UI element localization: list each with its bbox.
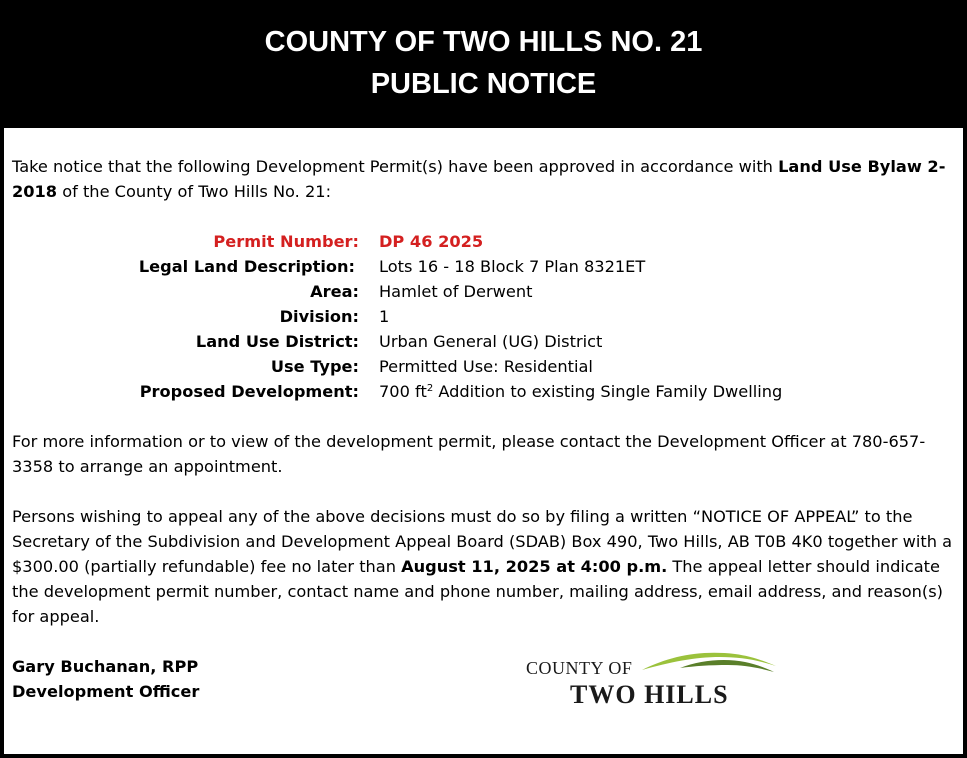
detail-row-use-type [4, 354, 963, 379]
logo-line1: COUNTY OF [526, 658, 633, 678]
detail-label: Division: [279, 307, 359, 326]
detail-label: Use Type: [270, 357, 359, 376]
notice-body [4, 128, 963, 754]
detail-value: DP 46 2025 [379, 232, 484, 251]
detail-row-permit-number [4, 229, 963, 254]
appeal-text-after: The appeal letter should indicate the development permit number, contact name and phone number, mailing address, email address, and reason(s) for appeal. [12, 557, 943, 626]
detail-row-legal-land [4, 254, 963, 279]
header-title: COUNTY OF TWO HILLS NO. 21 [264, 26, 703, 58]
detail-row-proposed-development [4, 379, 963, 404]
intro-paragraph [12, 154, 957, 204]
header-subtitle: PUBLIC NOTICE [370, 68, 597, 100]
detail-value-after: Addition to existing Single Family Dwelling [433, 382, 783, 401]
detail-label: Permit Number: [213, 232, 359, 251]
signature-title: Development Officer [12, 682, 200, 701]
hills-logo-icon [640, 648, 780, 678]
detail-value: Urban General (UG) District [379, 332, 603, 351]
appeal-deadline: August 11, 2025 at 4:00 p.m. [401, 557, 668, 576]
detail-value-sup: 2 [426, 383, 434, 394]
appeal-text-before: Persons wishing to appeal any of the above decisions must do so by filing a written “NOTICE OF APPEAL” to the Secretary of the Subdivision and Development Appeal Board (SDAB) Box 490, Two Hills, AB T0B 4K0 together with a $300.00 (partially refundable) fee no later than [12, 507, 953, 576]
detail-value: Permitted Use: Residential [379, 357, 593, 376]
detail-row-land-use-district [4, 329, 963, 354]
detail-value [379, 379, 782, 404]
notice-header [0, 0, 967, 128]
county-logo [522, 646, 782, 718]
intro-text-after: of the County of Two Hills No. 21: [57, 182, 332, 201]
permit-details [4, 229, 963, 404]
detail-value: Lots 16 - 18 Block 7 Plan 8321ET [379, 257, 646, 276]
detail-value-before: 700 ft [379, 382, 427, 401]
info-paragraph: For more information or to view of the development permit, please contact the Development Officer at 780-657-3358 to arrange an appointment. [12, 432, 926, 476]
detail-row-area [4, 279, 963, 304]
detail-label: Proposed Development: [139, 382, 359, 401]
intro-text-before: Take notice that the following Development Permit(s) have been approved in accordance with [12, 157, 779, 176]
signature-name: Gary Buchanan, RPP [12, 657, 199, 676]
detail-label: Land Use District: [195, 332, 359, 351]
logo-line2: TWO HILLS [570, 680, 729, 709]
detail-label: Legal Land Description: [138, 257, 355, 276]
appeal-paragraph [12, 504, 957, 629]
detail-row-division [4, 304, 963, 329]
detail-value: Hamlet of Derwent [379, 282, 533, 301]
intro-bylaw: Land Use Bylaw 2-2018 [12, 157, 946, 201]
signature-block [12, 654, 199, 704]
detail-value: 1 [379, 307, 390, 326]
detail-label: Area: [310, 282, 359, 301]
